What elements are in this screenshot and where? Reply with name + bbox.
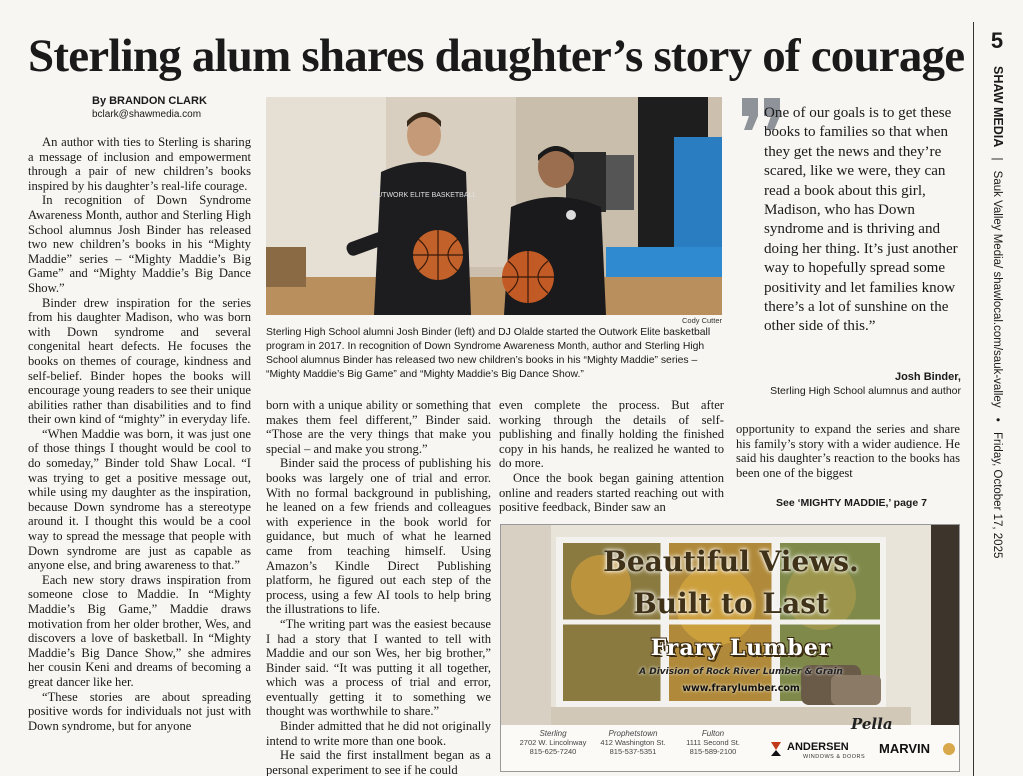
paragraph: An author with ties to Sterling is sharing a message of inclusion and empowerment through a pair of new children’s books inspired by his daughter’s real-life courage.	[28, 135, 251, 193]
ad-location-phone: 815-537-5351	[609, 747, 657, 756]
ad-pella-logo: Pella	[851, 715, 893, 733]
article-column-1	[28, 135, 251, 733]
article-column-4	[736, 422, 960, 480]
ad-marvin-logo: MARVIN	[879, 741, 931, 756]
ad-location-phone: 815-625-7240	[529, 747, 577, 756]
paragraph: “When Maddie was born, it was just one of those things I thought would be cool to do someday,” Binder told Shaw Local. “I was trying to get a positive message out, while using my daughter as the inspiration, because Down syndrome has a stereotype around it. I thought this would be a cool way to spread the message that people with Down syndrome are just as capable as anyone else, and bring awareness to that.”	[28, 426, 251, 573]
ad-location-name: Fulton	[701, 729, 725, 738]
photo-credit: Cody Cutter	[682, 316, 723, 325]
ad-location-address: 2702 W. Lincolnway	[519, 738, 587, 747]
ad-andersen-logo: ANDERSEN	[787, 741, 849, 753]
paragraph: Binder admitted that he did not originally intend to write more than one book.	[266, 719, 491, 748]
ad-url[interactable]: www.frarylumber.com	[682, 683, 800, 694]
sidebar-bar: |	[991, 157, 1003, 161]
paragraph: opportunity to expand the series and share his family’s story with a wider audience. He said his daughter’s reaction to the books has been one of the biggest	[736, 422, 960, 480]
ad-subtitle: A Division of Rock River Lumber & Grain	[639, 667, 843, 677]
ad-location-name: Prophetstown	[608, 729, 658, 738]
paragraph: born with a unique ability or something that makes them feel different,” Binder said. “Those are the very things that make you special – and make you strong.”	[266, 398, 491, 456]
pull-quote-title: Sterling High School alumnus and author	[770, 385, 961, 397]
article-column-3	[499, 398, 724, 515]
article-photo	[266, 97, 722, 315]
ad-andersen-subtitle: WINDOWS & DOORS	[803, 754, 866, 760]
ad-location-address: 412 Washington St.	[600, 738, 666, 747]
ad-location	[673, 729, 753, 756]
sidebar-separator: •	[991, 417, 1003, 422]
pull-quote-author: Josh Binder,	[894, 371, 961, 383]
page-number: 5	[990, 28, 1004, 53]
ad-brand: Frary Lumber	[650, 635, 832, 661]
ad-location-name: Sterling	[539, 729, 567, 738]
paragraph: Each new story draws inspiration from someone close to Maddie. In “Mighty Maddie’s Big Game,” Maddie draws motivation from her older brother, Wes, and discovers a love of basketball. In “Mighty Maddie’s Big Dance Show,” she admires her cousin Keni and dreams of becoming a great dancer like her.	[28, 572, 251, 689]
jump-line[interactable]: See ‘MIGHTY MADDIE,’ page 7	[776, 497, 927, 509]
photo-illustration	[266, 97, 722, 315]
paragraph: Binder said the process of publishing his books was largely one of trial and error. With no formal background in publishing, he leaned on a few friends and colleagues with experience in the book world for guidance, but much of what he learned came from teaching himself. Using Amazon’s Kindle Direct Publishing platform, he figured out each step of the process, using a few AI tools to help bring the illustrations to life.	[266, 456, 491, 617]
photo-shirt-text: OUTWORK ELITE BASKETBALL	[371, 192, 477, 199]
paragraph: Binder drew inspiration for the series from his daughter Madison, who was born with Down syndrome and several congenital heart defects. He focuses the books on themes of courage, kindness and self-belief. Binder hopes the books will encourage young readers to see their unique abilities rather than disabilities and to find their own kind of “mighty” in everyday life.	[28, 295, 251, 427]
ad-location-address: 1111 Second St.	[686, 738, 740, 747]
paragraph: In recognition of Down Syndrome Awareness Month, author and Sterling High School alumnus Josh Binder has released two new children’s books in his “Mighty Maddie” series – “Mighty Maddie’s Big Game” and “Mighty Maddie’s Big Dance Show.”	[28, 193, 251, 295]
sidebar-divider	[973, 22, 974, 776]
paragraph: Once the book began gaining attention online and readers started reaching out with positive feedback, Binder saw an	[499, 470, 724, 515]
byline-author: By BRANDON CLARK	[92, 95, 207, 107]
ad-location	[593, 729, 673, 756]
marvin-logo-icon	[943, 743, 955, 755]
sidebar-date: Friday, October 17, 2025	[991, 432, 1003, 559]
paragraph: even complete the process. But after working through the details of self-publishing and finally holding the finished copy in his hands, he realized he wanted to do more.	[499, 398, 724, 471]
ad-headline-1: Beautiful Views.	[603, 545, 859, 578]
paragraph: “These stories are about spreading positive words for individuals not just with Down syndrome, but for anyone	[28, 689, 251, 733]
ad-location	[513, 729, 593, 756]
sidebar-brand: SHAW MEDIA	[991, 66, 1005, 148]
paragraph: “The writing part was the easiest because I had a story that I wanted to tell with Maddie and our son Wes, her big brother,” Binder said. “It was putting it all together, which was a process of trial and error, eventually getting it to something we thought was worthwhile to share.”	[266, 616, 491, 719]
byline-email[interactable]: bclark@shawmedia.com	[92, 109, 202, 120]
photo-caption: Sterling High School alumni Josh Binder (left) and DJ Olalde started the Outwork Elite basketball program in 2017. In recognition of Down Syndrome Awareness Month, author and Sterling High School alumnus Binder has released two new children’s books in his “Mighty Maddie” series – “Mighty Maddie’s Big Game” and “Mighty Maddie’s Big Dance Show.”	[266, 327, 711, 380]
article-headline: Sterling alum shares daughter’s story of courage	[28, 30, 965, 82]
advertisement[interactable]	[500, 524, 960, 772]
sidebar-publication: Sauk Valley Media/ shawlocal.com/sauk-valley	[991, 170, 1003, 408]
paragraph: He said the first installment began as a personal experiment to see if he could	[266, 748, 491, 776]
ad-location-phone: 815-589-2100	[689, 747, 737, 756]
sidebar-folio	[991, 66, 1005, 756]
article-column-2	[266, 398, 491, 776]
ad-headline-2: Built to Last	[633, 587, 829, 620]
pull-quote: One of our goals is to get these books to families so that when they get the news and they’re scared, like we were, they can read a book about this girl, Madison, who has Down syndrome and is thriving and doing her thing. It’s just another way to hopefully spread some positivity and let families know there’s a lot of sunshine on the other side of this.”	[764, 105, 958, 335]
